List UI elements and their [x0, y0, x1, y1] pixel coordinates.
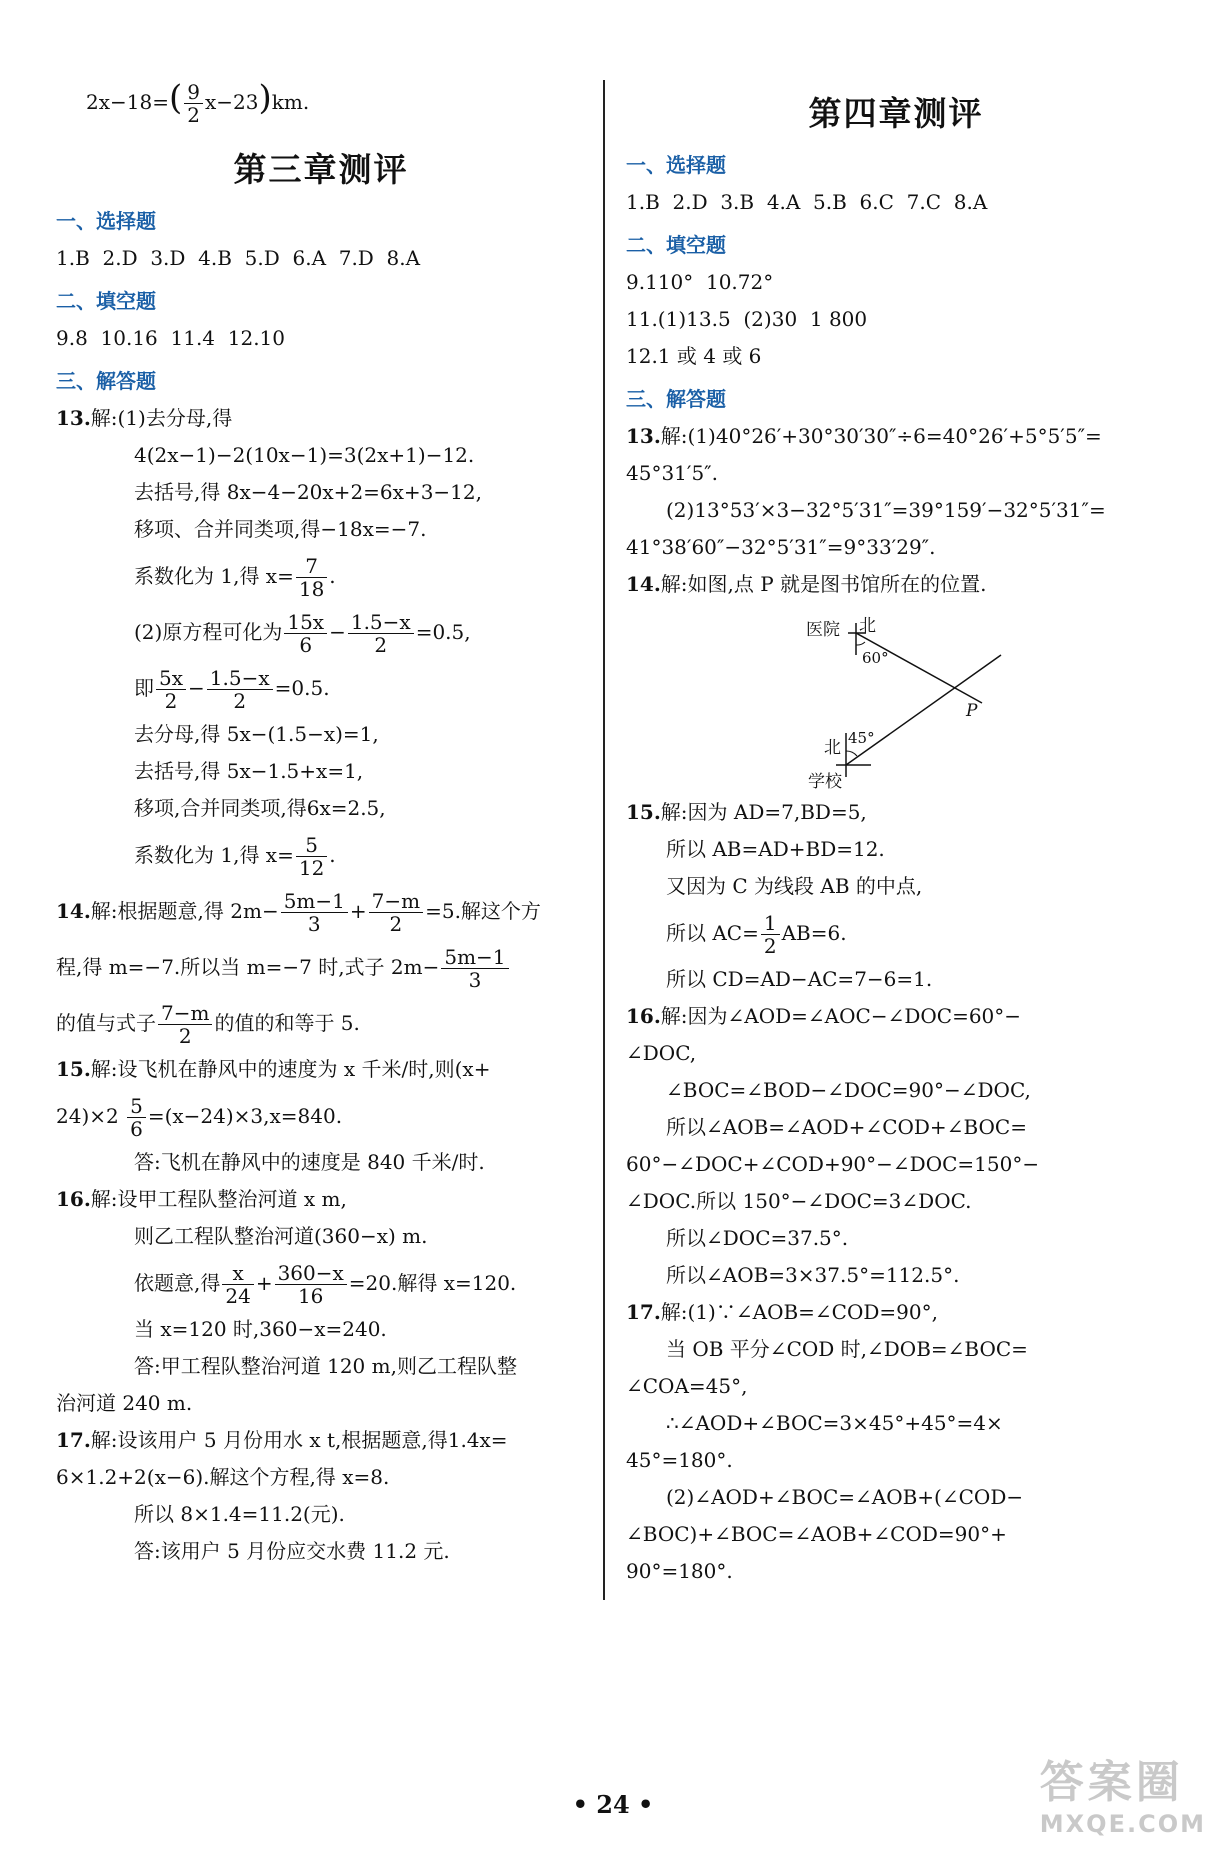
- q13-line1: [56, 400, 586, 437]
- q14-line1: [56, 883, 586, 939]
- q14-line3: [56, 995, 586, 1051]
- numerator: 5: [296, 834, 327, 857]
- denominator: 3: [468, 968, 482, 992]
- q16-line5: 答:甲工程队整治河道 120 m,则乙工程队整: [134, 1354, 517, 1378]
- text: (2)原方程可化为: [134, 620, 283, 644]
- denominator: 18: [298, 577, 325, 601]
- text: =0.5,: [415, 620, 471, 644]
- q17-line2: 6×1.2+2(x−6).解这个方程,得 x=8.: [56, 1465, 390, 1489]
- r-q13-line4: 41°38′60″−32°5′31″=9°33′29″.: [626, 535, 936, 559]
- text: 解:设该用户 5 月份用水 x t,根据题意,得1.4x=: [90, 1428, 508, 1452]
- denominator: 2: [763, 934, 777, 958]
- text: =0.5.: [274, 676, 330, 700]
- r-q15-line3: 又因为 C 为线段 AB 的中点,: [666, 874, 923, 898]
- fill-answer-11: 11.(1)13.5 (2)30 1 800: [626, 307, 868, 331]
- denominator: 6: [130, 1117, 143, 1141]
- text: +: [349, 899, 367, 923]
- text: 即: [134, 676, 154, 700]
- denominator: 2: [374, 633, 388, 657]
- text: 程,得 m=−7.所以当 m=−7 时,式子 2m−: [56, 955, 440, 979]
- q17-line1: [56, 1422, 586, 1459]
- section-choice: 一、选择题: [56, 209, 156, 233]
- r-q16-line3: ∠BOC=∠BOD−∠DOC=90°−∠DOC,: [666, 1078, 1031, 1102]
- numerator: 15x: [284, 611, 327, 634]
- eq-part: x−23: [204, 90, 259, 114]
- q13-line2: 4(2x−1)−2(10x−1)=3(2x+1)−12.: [134, 443, 475, 467]
- r-q16-line6: ∠DOC.所以 150°−∠DOC=3∠DOC.: [626, 1189, 972, 1213]
- section-fill: 二、填空题: [56, 289, 156, 313]
- r-q17-line3: ∠COA=45°,: [626, 1374, 748, 1398]
- chapter3-title: 第三章测评: [233, 150, 409, 189]
- numerator: 7−m: [158, 1002, 212, 1025]
- q17-line4: 答:该用户 5 月份应交水费 11.2 元.: [134, 1539, 450, 1563]
- angle-label-60: 60°: [862, 649, 889, 667]
- numerator: x: [222, 1262, 253, 1285]
- question-number: 13.: [56, 406, 91, 430]
- question-number: 14.: [56, 899, 91, 923]
- numerator: 7: [296, 555, 327, 578]
- right-column: [626, 70, 1166, 1590]
- point-p-label: P: [966, 701, 978, 721]
- r-q17-line5: 45°=180°.: [626, 1448, 733, 1472]
- north-label-hospital: 北: [859, 616, 876, 636]
- fraction: [348, 611, 414, 656]
- direction-diagram: [816, 605, 1016, 790]
- question-number: 17.: [56, 1428, 91, 1452]
- text: 解:如图,点 P 就是图书馆所在的位置.: [660, 572, 987, 596]
- fill-answer-9-10: 9.110° 10.72°: [626, 270, 774, 294]
- text: AB=6.: [781, 921, 847, 945]
- section-solve: 三、解答题: [56, 369, 156, 393]
- r-q16-line2: ∠DOC,: [626, 1041, 697, 1065]
- question-number: 15.: [56, 1057, 91, 1081]
- eq-part: 2x−18=: [86, 90, 169, 114]
- r-q17-line7: ∠BOC)+∠BOC=∠AOB+∠COD=90°+: [626, 1522, 1007, 1546]
- text: =20.解得 x=120.: [348, 1271, 517, 1295]
- watermark: [1040, 1746, 1206, 1838]
- hospital-label: 医院: [806, 620, 840, 640]
- question-number: 15.: [626, 800, 661, 824]
- q16-line6: 治河道 240 m.: [56, 1391, 193, 1415]
- fraction: [158, 1002, 212, 1047]
- numerator: 7−m: [369, 890, 423, 913]
- denominator: 2: [233, 689, 247, 713]
- numerator: 1.5−x: [348, 611, 414, 634]
- fraction: [441, 946, 508, 991]
- q13-line7: [56, 660, 586, 716]
- denominator: 3: [307, 912, 321, 936]
- question-number: 13.: [626, 424, 661, 448]
- north-label-school: 北: [824, 738, 841, 758]
- question-number: 16.: [626, 1004, 661, 1028]
- column-divider: [603, 80, 605, 1600]
- r-q17-line8: 90°=180°.: [626, 1559, 733, 1583]
- q16-line3: [56, 1255, 586, 1311]
- numerator: 1: [761, 912, 780, 935]
- denominator: 2: [164, 689, 178, 713]
- fraction: [369, 890, 423, 935]
- q13-line10: 移项,合并同类项,得6x=2.5,: [134, 796, 386, 820]
- q15-line3: 答:飞机在静风中的速度是 840 千米/时.: [134, 1150, 485, 1174]
- r-q13-line1: [626, 418, 1166, 455]
- denominator: 2: [389, 912, 403, 936]
- angle-arc-45: [846, 751, 857, 756]
- fraction: [761, 912, 780, 957]
- q13-line6: [56, 604, 586, 660]
- fill-answer-12: 12.1 或 4 或 6: [626, 344, 762, 368]
- text: −: [329, 620, 346, 644]
- eq-paren: (: [168, 78, 183, 118]
- r-q15-line1: [626, 794, 1166, 831]
- page-number: • 24 •: [572, 1790, 654, 1819]
- fraction: [156, 667, 186, 712]
- watermark-logo-text: 答案圈: [1039, 1757, 1184, 1808]
- fraction: [296, 834, 327, 879]
- fraction: [296, 555, 327, 600]
- numerator: 5x: [156, 667, 186, 690]
- eq-unit: km.: [271, 90, 310, 114]
- eq-paren: ): [258, 78, 272, 118]
- q13-line11: [56, 827, 586, 883]
- text: +: [255, 1271, 273, 1295]
- text: 依题意,得: [134, 1271, 221, 1295]
- question-number: 14.: [626, 572, 661, 596]
- school-label: 学校: [808, 772, 842, 792]
- fraction: [207, 667, 273, 712]
- q16-line1: [56, 1181, 586, 1218]
- question-number: 16.: [56, 1187, 91, 1211]
- numerator: 5: [127, 1095, 146, 1118]
- denominator: 16: [297, 1284, 324, 1308]
- text: 解:(1)去分母,得: [90, 406, 233, 430]
- q15-line1: [56, 1051, 586, 1088]
- section-fill: 二、填空题: [626, 233, 726, 257]
- top-equation: [56, 70, 586, 130]
- q17-line3: 所以 8×1.4=11.2(元).: [134, 1502, 345, 1526]
- text: .: [329, 843, 336, 867]
- text: 解:因为 AD=7,BD=5,: [660, 800, 867, 824]
- q16-line4: 当 x=120 时,360−x=240.: [134, 1317, 387, 1341]
- question-number: 17.: [626, 1300, 661, 1324]
- r-q15-line2: 所以 AB=AD+BD=12.: [666, 837, 885, 861]
- r-q17-line6: (2)∠AOD+∠BOC=∠AOB+(∠COD−: [666, 1485, 1024, 1509]
- school-to-p-line: [846, 655, 1001, 765]
- text: 解:设甲工程队整治河道 x m,: [90, 1187, 347, 1211]
- fraction: [275, 1262, 347, 1307]
- q16-line2: 则乙工程队整治河道(360−x) m.: [134, 1224, 428, 1248]
- q15-line2: [56, 1088, 586, 1144]
- text: 解:因为∠AOD=∠AOC−∠DOC=60°−: [660, 1004, 1022, 1028]
- text: =(x−24)×3,x=840.: [147, 1104, 343, 1128]
- text: 的值的和等于 5.: [214, 1011, 360, 1035]
- text: −: [188, 676, 205, 700]
- q13-line9: 去括号,得 5x−1.5+x=1,: [134, 759, 364, 783]
- r-q16-line4: 所以∠AOB=∠AOD+∠COD+∠BOC=: [666, 1115, 1027, 1139]
- library-position-figure: [806, 605, 1016, 792]
- denominator: 2: [178, 1024, 192, 1048]
- r-q17-line1: [626, 1294, 1166, 1331]
- text: 解:设飞机在静风中的速度为 x 千米/时,则(x+: [90, 1057, 491, 1081]
- section-choice: 一、选择题: [626, 153, 726, 177]
- watermark-url: MXQE.COM: [1039, 1810, 1206, 1838]
- choice-answers: 1.B 2.D 3.B 4.A 5.B 6.C 7.C 8.A: [626, 190, 988, 214]
- r-q16-line1: [626, 998, 1166, 1035]
- r-q17-line4: ∴∠AOD+∠BOC=3×45°+45°=4×: [666, 1411, 1003, 1435]
- fraction: [184, 81, 203, 126]
- numerator: 360−x: [275, 1262, 347, 1285]
- chapter4-title: 第四章测评: [808, 94, 984, 133]
- q13-line5: [56, 548, 586, 604]
- text: 解:(1)∵∠AOB=∠COD=90°,: [660, 1300, 938, 1324]
- q14-line2: [56, 939, 586, 995]
- numerator: 1.5−x: [207, 667, 273, 690]
- denominator: 6: [299, 633, 313, 657]
- text: 解:根据题意,得 2m−: [90, 899, 279, 923]
- denominator: 24: [225, 1284, 251, 1308]
- fraction: [127, 1095, 146, 1140]
- text: .: [329, 564, 336, 588]
- r-q16-line8: 所以∠AOB=3×37.5°=112.5°.: [666, 1263, 960, 1287]
- q13-line8: 去分母,得 5x−(1.5−x)=1,: [134, 722, 379, 746]
- text: 系数化为 1,得 x=: [134, 564, 294, 588]
- denominator: 12: [298, 856, 325, 880]
- angle-arc-60: [856, 642, 865, 645]
- text: 的值与式子: [56, 1011, 156, 1035]
- text: 系数化为 1,得 x=: [134, 843, 294, 867]
- text: 解:(1)40°26′+30°30′30″÷6=40°26′+5°5′5″=: [660, 424, 1102, 448]
- r-q15-line5: 所以 CD=AD−AC=7−6=1.: [666, 967, 933, 991]
- text: 所以 AC=: [666, 921, 759, 945]
- denominator: 2: [187, 103, 200, 127]
- r-q15-line4: [626, 905, 1166, 961]
- choice-answers: 1.B 2.D 3.D 4.B 5.D 6.A 7.D 8.A: [56, 246, 421, 270]
- numerator: 9: [184, 81, 203, 104]
- q13-line4: 移项、合并同类项,得−18x=−7.: [134, 517, 427, 541]
- r-q16-line5: 60°−∠DOC+∠COD+90°−∠DOC=150°−: [626, 1152, 1040, 1176]
- fill-answers: 9.8 10.16 11.4 12.10: [56, 326, 285, 350]
- r-q13-line2: 45°31′5″.: [626, 461, 718, 485]
- fraction: [281, 890, 348, 935]
- r-q13-line3: (2)13°53′×3−32°5′31″=39°159′−32°5′31″=: [666, 498, 1106, 522]
- fraction: [284, 611, 327, 656]
- section-solve: 三、解答题: [626, 387, 726, 411]
- q13-line3: 去括号,得 8x−4−20x+2=6x+3−12,: [134, 480, 482, 504]
- fraction: [222, 1262, 253, 1307]
- r-q16-line7: 所以∠DOC=37.5°.: [666, 1226, 849, 1250]
- text: 24)×2: [56, 1104, 126, 1128]
- numerator: 5m−1: [441, 946, 508, 969]
- text: =5.解这个方: [425, 899, 541, 923]
- left-column: [56, 70, 586, 1570]
- r-q17-line2: 当 OB 平分∠COD 时,∠DOB=∠BOC=: [666, 1337, 1028, 1361]
- r-q14-line1: [626, 566, 1166, 603]
- angle-label-45: 45°: [848, 729, 875, 747]
- hospital-to-p-line: [856, 633, 982, 703]
- numerator: 5m−1: [281, 890, 348, 913]
